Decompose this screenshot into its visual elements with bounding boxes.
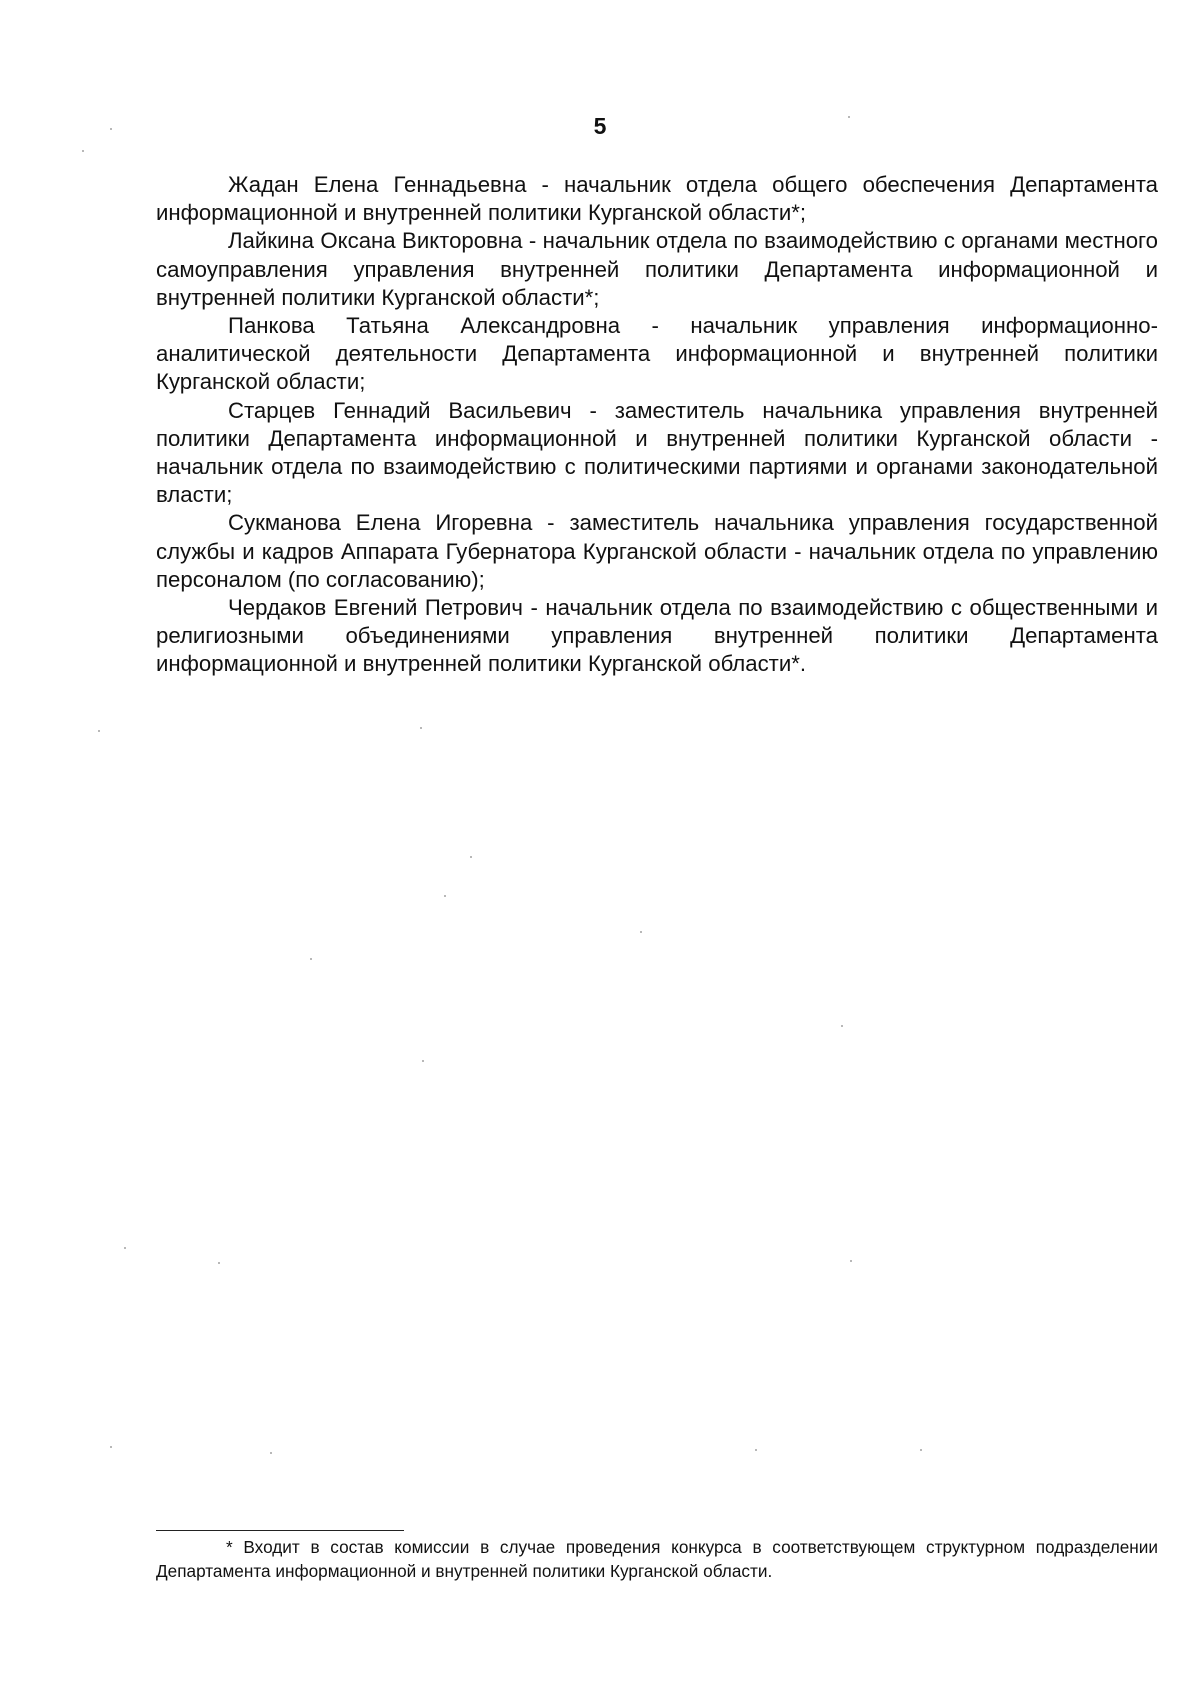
member-entry: Старцев Геннадий Васильевич - заместитель начальника управления внутренней политики Департамента информационной и внутренней политики Курганской области - начальник отдела по взаимодействию с политическими партиями и органами законодательной власти; bbox=[156, 397, 1158, 508]
footnote: * Входит в состав комиссии в случае проведения конкурса в соответствующем структурном подразделении Департамента информационной и внутренней политики Курганской области. bbox=[156, 1537, 1158, 1581]
page-number: 5 bbox=[593, 113, 607, 139]
scan-speck bbox=[82, 150, 84, 152]
scan-speck bbox=[110, 1446, 112, 1448]
member-entry: Чердаков Евгений Петрович - начальник отдела по взаимодействию с общественными и религиозными объединениями управления внутренней политики Департамента информационной и внутренней политики Курганской области*. bbox=[156, 595, 1158, 677]
member-entry: Сукманова Елена Игоревна - заместитель начальника управления государственной службы и кадров Аппарата Губернатора Курганской области - начальник отдела по управлению персоналом (по согласованию); bbox=[156, 510, 1158, 592]
scan-speck bbox=[270, 1452, 272, 1454]
scan-speck bbox=[841, 1025, 843, 1027]
scan-speck bbox=[920, 1449, 922, 1451]
scan-speck bbox=[470, 856, 472, 858]
scan-speck bbox=[422, 1060, 424, 1062]
scan-speck bbox=[310, 958, 312, 960]
scan-speck bbox=[218, 1262, 220, 1264]
scan-speck bbox=[98, 730, 100, 732]
scan-speck bbox=[850, 1260, 852, 1262]
member-entry: Панкова Татьяна Александровна - начальник управления информационно-аналитической деятельности Департамента информационной и внутренней политики Курганской области; bbox=[156, 313, 1158, 395]
scan-speck bbox=[110, 128, 112, 130]
footnote-divider bbox=[156, 1530, 404, 1531]
member-entry: Жадан Елена Геннадьевна - начальник отдела общего обеспечения Департамента информационной и внутренней политики Курганской области*; bbox=[156, 172, 1158, 226]
scan-speck bbox=[420, 727, 422, 729]
scan-speck bbox=[124, 1247, 126, 1249]
member-list bbox=[156, 171, 1158, 679]
member-entry: Лайкина Оксана Викторовна - начальник отдела по взаимодействию с органами местного самоуправления управления внутренней политики Департамента информационной и внутренней политики Курганской области*; bbox=[156, 228, 1158, 310]
scan-speck bbox=[444, 895, 446, 897]
scan-speck bbox=[640, 931, 642, 933]
scan-speck bbox=[755, 1449, 757, 1451]
scan-speck bbox=[848, 116, 850, 118]
